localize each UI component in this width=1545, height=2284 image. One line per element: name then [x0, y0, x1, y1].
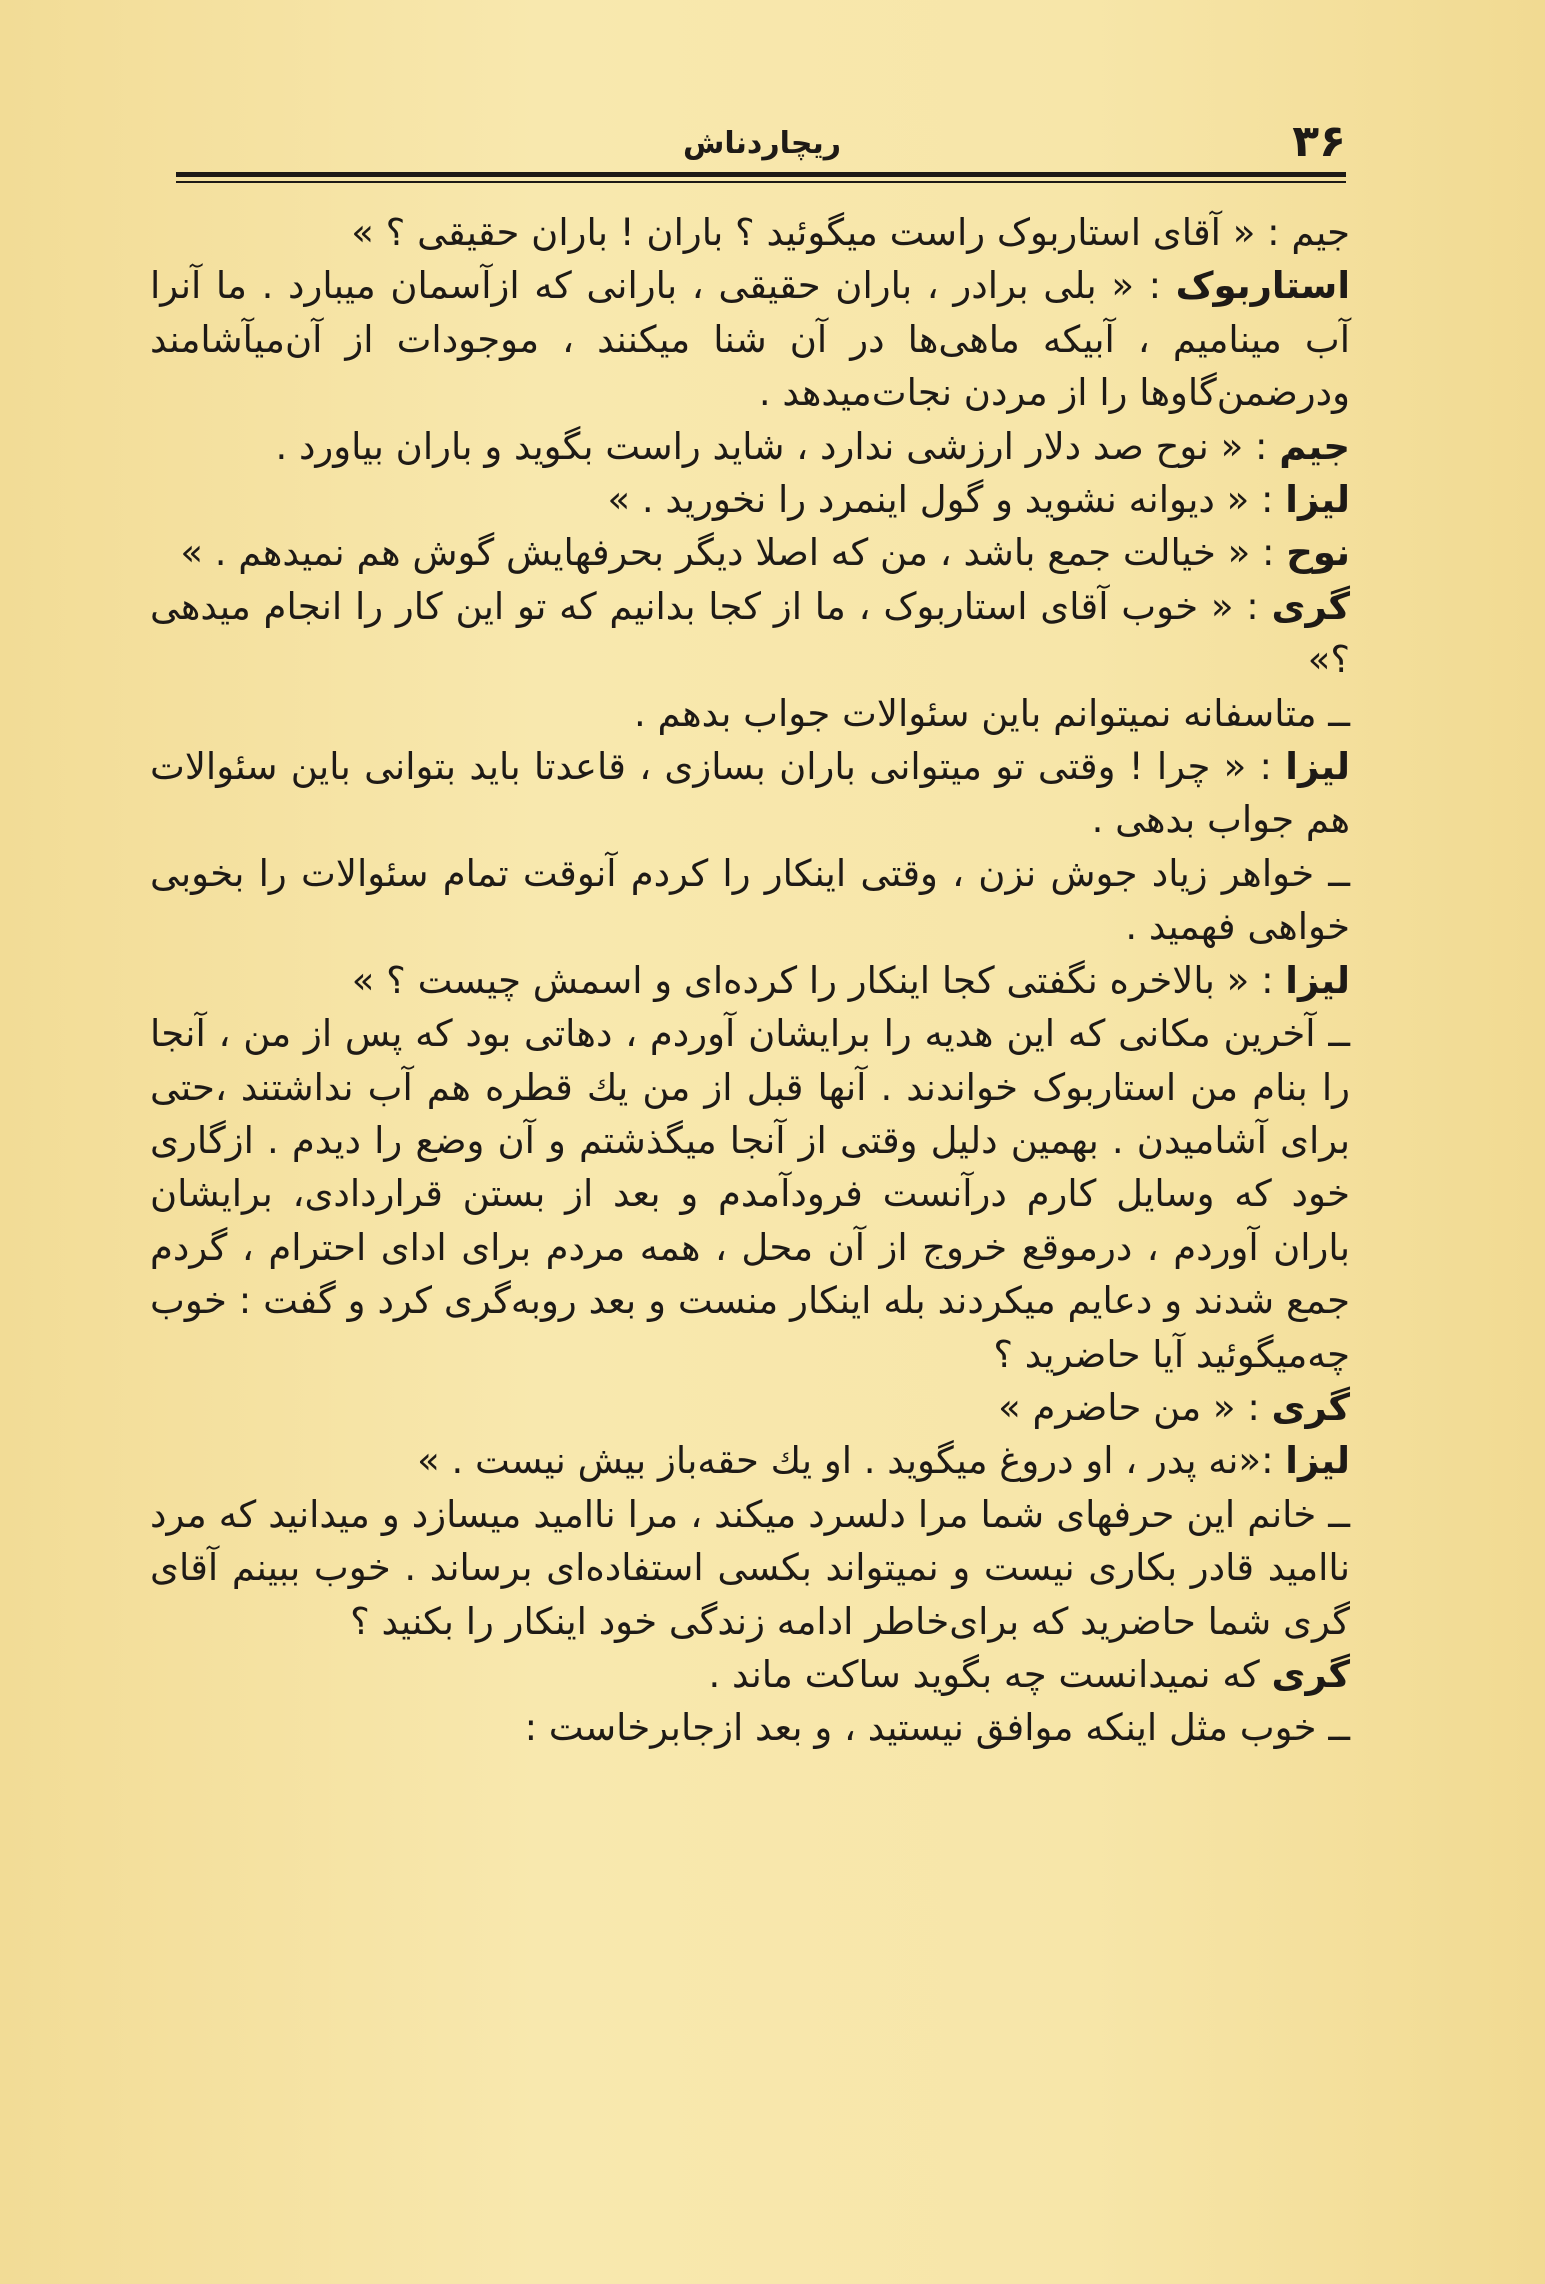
- speaker-name: لیزا: [1285, 958, 1350, 1002]
- paragraph-text: جیم : « آقای استاربوک راست میگوئید ؟ باران ! باران حقیقی ؟ »: [351, 211, 1350, 254]
- paragraph: [150, 206, 1350, 259]
- speaker-name: گری: [1271, 1385, 1350, 1429]
- speaker-name: گری: [1271, 1652, 1350, 1696]
- paragraph-text: : « بلی برادر ، باران حقیقی ، بارانی که ازآسمان میبارد . ما آنرا آب مینامیم ، آبیکه ماهی‌ها در آن شنا میکنند ، موجودات از آن‌میآشامند ودرضمن‌گاوها را از مردن نجات‌میدهد .: [150, 264, 1350, 415]
- paragraph: [150, 473, 1350, 526]
- paragraph: [150, 420, 1350, 473]
- speaker-name: لیزا: [1285, 1439, 1350, 1483]
- speaker-name: لیزا: [1285, 745, 1350, 789]
- speaker-name: نوح: [1286, 531, 1350, 575]
- paragraph: [150, 1381, 1350, 1434]
- paragraph-text: : « خوب آقای استاربوک ، ما از کجا بدانیم که تو این کار را انجام میدهی ؟»: [150, 584, 1350, 682]
- paragraph-text: ــ متاسفانه نمیتوانم باین سئوالات جواب بدهم .: [634, 691, 1350, 735]
- paragraph: [150, 1007, 1350, 1381]
- paragraph-text: ــ خواهر زیاد جوش نزن ، وقتی اینکار را کردم آنوقت تمام سئوالات را بخوبی خواهی فهمید .: [150, 851, 1350, 949]
- paragraph-text: ــ آخرین مکانی که این هدیه را برایشان آوردم ، دهاتی بود که پس از من ، آنجا را بنام من استاربوک خواندند . آنها قبل از من یك قطره هم آب نداشتند ،حتی برای آشامیدن . بهمین دلیل وقتی از آنجا میگذشتم و آن وضع را دیدم . ازگاری خود که وسایل کارم درآنست فرودآمدم و بعد از بستن قراردادی، برایشان باران آوردم ، درموقع خروج از آن محل ، همه مردم برای ادای احترام ، گردم جمع شدند و دعایم میکردند بله اینکار منست و بعد روبه‌گری کرد و گفت : خوب چه‌میگوئید آیا حاضرید ؟: [150, 1012, 1350, 1376]
- header-rule-thin: [176, 181, 1346, 183]
- paragraph: [150, 954, 1350, 1007]
- paragraph: [150, 1434, 1350, 1487]
- running-title: ریچاردناش: [682, 126, 842, 161]
- paragraph-text: که نمیدانست چه بگوید ساکت ماند .: [708, 1652, 1272, 1696]
- paragraph: [150, 740, 1350, 847]
- paragraph: [150, 687, 1350, 740]
- speaker-name: استاربوک: [1175, 264, 1350, 308]
- paragraph-text: ــ خوب مثل اینکه موافق نیستید ، و بعد ازجابرخاست :: [524, 1706, 1350, 1750]
- paragraph-text: : « من حاضرم »: [998, 1385, 1272, 1429]
- paragraph-text: ــ خانم این حرفهای شما مرا دلسرد میکند ، مرا ناامید میسازد و میدانید که مرد ناامید قادر بکاری نیست و نمیتواند بکسی استفاده‌ای برساند . خوب ببینم آقای گری شما حاضرید که برای‌خاطر ادامه زندگی خود اینکار را بکنید ؟: [150, 1492, 1350, 1643]
- paragraph-text: : « چرا ! وقتی تو میتوانی باران بسازی ، قاعدتا باید بتوانی باین سئوالات هم جواب بدهی .: [150, 745, 1350, 842]
- page-header: [178, 112, 1346, 180]
- paragraph: [150, 1648, 1350, 1701]
- paragraph: [150, 580, 1350, 687]
- paragraph: [150, 526, 1350, 579]
- body-text: [150, 206, 1350, 1755]
- paragraph: [150, 1488, 1350, 1648]
- speaker-name: لیزا: [1285, 478, 1350, 522]
- paragraph-text: : « دیوانه نشوید و گول اینمرد را نخورید . »: [607, 478, 1286, 522]
- speaker-name: گری: [1271, 584, 1350, 628]
- paragraph: [150, 1701, 1350, 1754]
- paragraph-text: : « نوح صد دلار ارزشی ندارد ، شاید راست بگوید و باران بیاورد .: [275, 424, 1280, 468]
- speaker-name: جیم: [1279, 424, 1350, 468]
- header-rule-thick: [176, 172, 1346, 177]
- page-number: ۳۶: [1292, 116, 1346, 167]
- paragraph: [150, 259, 1350, 419]
- paragraph-text: : « بالاخره نگفتی کجا اینکار را کرده‌ای و اسمش چیست ؟ »: [351, 958, 1286, 1002]
- paragraph: [150, 847, 1350, 954]
- paragraph-text: : « خیالت جمع باشد ، من که اصلا دیگر بحرفهایش گوش هم نمیدهم . »: [180, 531, 1287, 575]
- paragraph-text: :«نه پدر ، او دروغ میگوید . او یك حقه‌باز بیش نیست . »: [417, 1439, 1286, 1483]
